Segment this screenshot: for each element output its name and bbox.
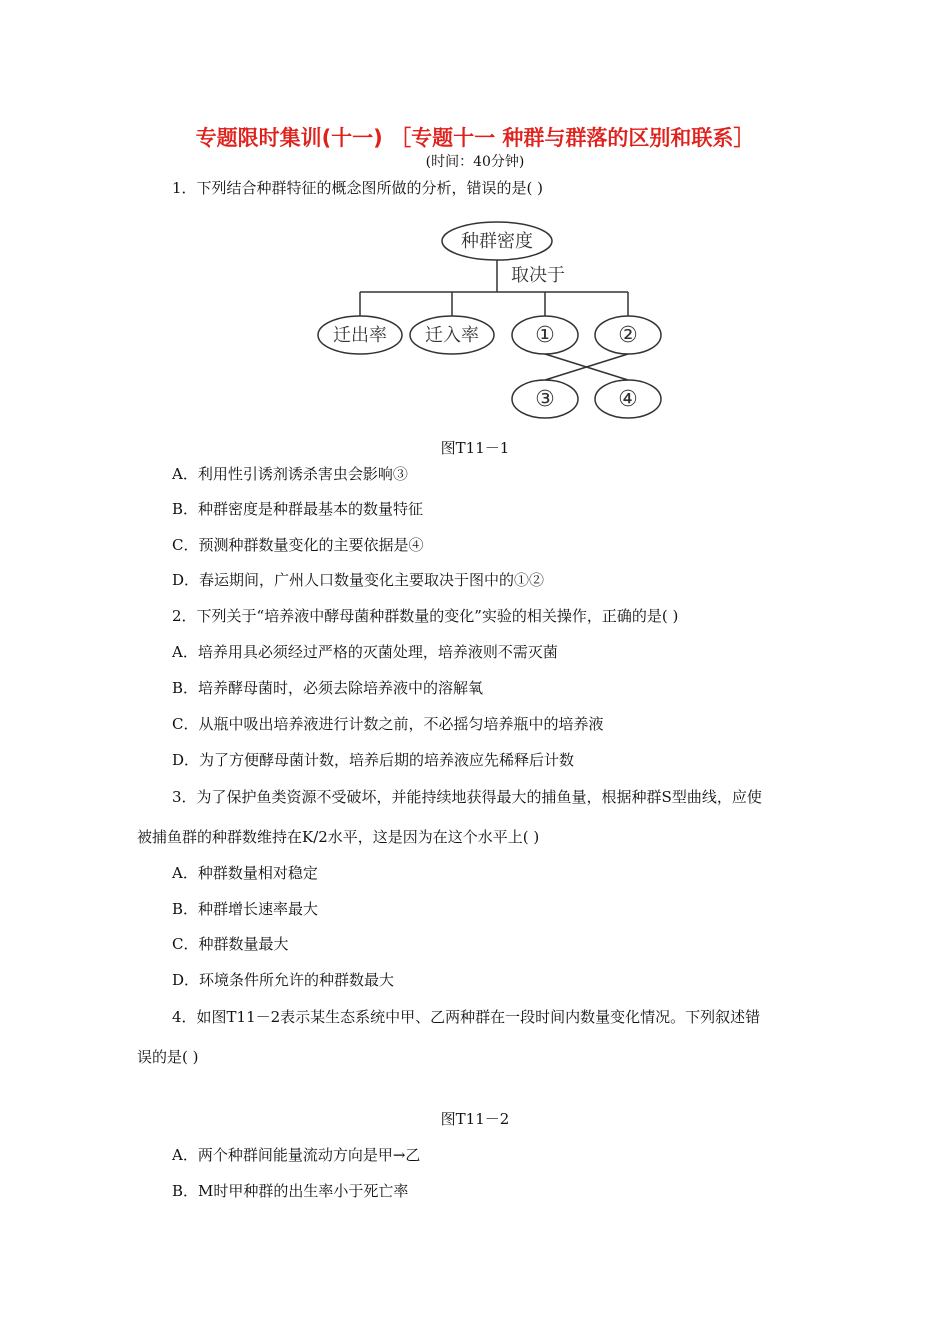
question-2-option-b: B．培养酵母菌时，必须去除培养液中的溶解氧 <box>172 679 484 697</box>
question-3-option-d: D．环境条件所允许的种群数最大 <box>172 971 395 989</box>
question-1-option-a: A．利用性引诱剂诱杀害虫会影响③ <box>172 465 408 483</box>
question-2-option-a: A．培养用具必须经过严格的灭菌处理，培养液则不需灭菌 <box>172 643 558 661</box>
label-node-2: ② <box>618 323 638 348</box>
figure-caption-2: 图T11－2 <box>440 1110 510 1128</box>
question-3-stem-line-1: 3．为了保护鱼类资源不受破坏，并能持续地获得最大的捕鱼量，根据种群S型曲线，应使 <box>172 788 762 806</box>
question-1-option-d: D．春运期间，广州人口数量变化主要取决于图中的①② <box>172 571 545 589</box>
question-2-option-c: C．从瓶中吸出培养液进行计数之前，不必摇匀培养瓶中的培养液 <box>172 715 604 733</box>
time-note: (时间：40分钟) <box>425 154 525 170</box>
question-2-option-d: D．为了方便酵母菌计数，培养后期的培养液应先稀释后计数 <box>172 751 575 769</box>
label-depends-on: 取决于 <box>511 265 565 286</box>
label-node-3: ③ <box>535 387 555 412</box>
question-4-option-b: B．M时甲种群的出生率小于死亡率 <box>172 1182 409 1200</box>
page-title: 专题限时集训(十一) ［专题十一 种群与群落的区别和联系］ <box>195 126 755 150</box>
question-1-option-b: B．种群密度是种群最基本的数量特征 <box>172 500 424 518</box>
label-emigration-rate: 迁出率 <box>333 325 387 346</box>
population-concept-diagram <box>310 220 670 425</box>
question-4-stem-line-2: 误的是( ) <box>137 1048 199 1066</box>
question-1-stem: 1．下列结合种群特征的概念图所做的分析，错误的是( ) <box>172 179 544 197</box>
question-4-option-a: A．两个种群间能量流动方向是甲→乙 <box>172 1146 421 1164</box>
label-population-density: 种群密度 <box>461 231 533 252</box>
question-3-stem-line-2: 被捕鱼群的种群数维持在K/2水平，这是因为在这个水平上( ) <box>137 828 540 846</box>
label-node-4: ④ <box>618 387 638 412</box>
question-1-option-c: C．预测种群数量变化的主要依据是④ <box>172 536 424 554</box>
question-3-option-c: C．种群数量最大 <box>172 935 289 953</box>
figure-caption-1: 图T11－1 <box>440 439 510 457</box>
question-3-option-b: B．种群增长速率最大 <box>172 900 319 918</box>
label-immigration-rate: 迁入率 <box>425 325 479 346</box>
question-3-option-a: A．种群数量相对稳定 <box>172 864 318 882</box>
question-2-stem: 2．下列关于“培养液中酵母菌种群数量的变化”实验的相关操作，正确的是( ) <box>172 607 679 625</box>
question-4-stem-line-1: 4．如图T11－2表示某生态系统中甲、乙两种群在一段时间内数量变化情况。下列叙述错 <box>172 1008 761 1026</box>
label-node-1: ① <box>535 323 555 348</box>
